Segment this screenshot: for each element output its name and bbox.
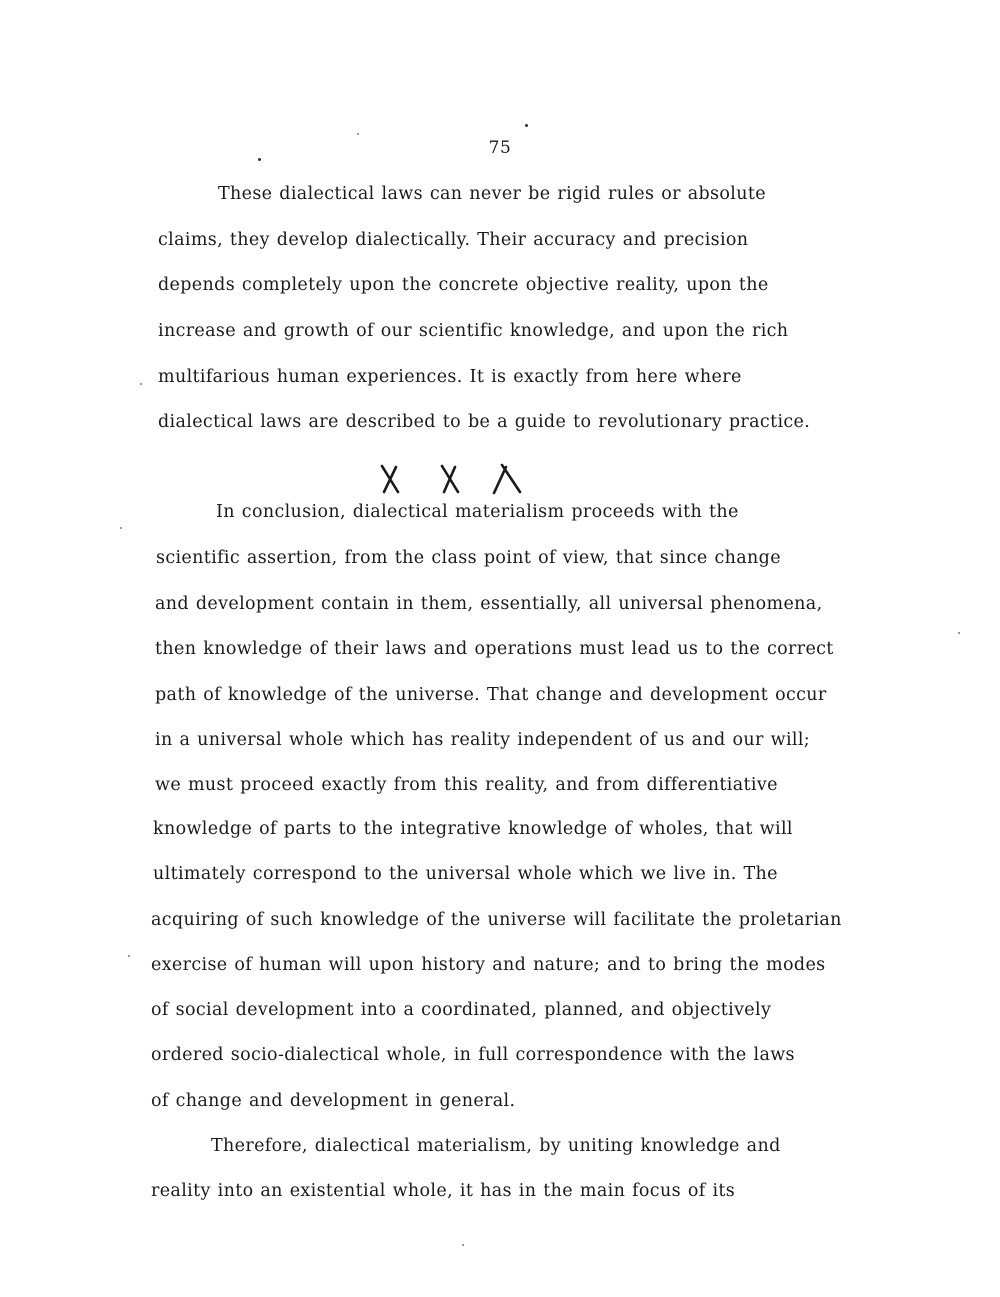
paragraph-2-line: knowledge of parts to the integrative knowledge of wholes, that will: [153, 819, 793, 839]
handwritten-separator: [352, 462, 532, 496]
paragraph-2-line: and development contain in them, essentially, all universal phenomena,: [155, 594, 823, 614]
paragraph-2-line: of social development into a coordinated, planned, and objectively: [151, 1000, 772, 1020]
scan-speck: [357, 133, 359, 135]
scan-speck: [258, 158, 261, 161]
scan-speck: [120, 527, 122, 529]
paragraph-3-line: Therefore, dialectical materialism, by uniting knowledge and: [211, 1136, 781, 1156]
paragraph-1-line: depends completely upon the concrete objective reality, upon the: [158, 275, 769, 295]
paragraph-1-line: claims, they develop dialectically. Their accuracy and precision: [158, 230, 749, 250]
paragraph-2-line: path of knowledge of the universe. That change and development occur: [155, 685, 827, 705]
scan-speck: [140, 383, 142, 385]
paragraph-2-line: acquiring of such knowledge of the universe will facilitate the proletarian: [151, 910, 842, 930]
paragraph-2-line: exercise of human will upon history and nature; and to bring the modes: [151, 955, 826, 975]
paragraph-1-line: These dialectical laws can never be rigid rules or absolute: [218, 184, 766, 204]
paragraph-2-line: of change and development in general.: [151, 1091, 516, 1111]
paragraph-1-line: multifarious human experiences. It is exactly from here where: [158, 367, 742, 387]
scan-speck: [525, 124, 528, 127]
paragraph-1-line: increase and growth of our scientific knowledge, and upon the rich: [158, 321, 789, 341]
paragraph-3-line: reality into an existential whole, it has in the main focus of its: [151, 1181, 736, 1201]
scan-speck: [958, 632, 960, 634]
paragraph-2-line: In conclusion, dialectical materialism proceeds with the: [216, 502, 739, 522]
paragraph-1-line: dialectical laws are described to be a guide to revolutionary practice.: [158, 412, 811, 432]
paragraph-2-line: scientific assertion, from the class point of view, that since change: [156, 548, 781, 568]
scan-speck: [462, 1244, 464, 1246]
page-number: 75: [488, 138, 512, 158]
paragraph-2-line: ultimately correspond to the universal whole which we live in. The: [153, 864, 778, 884]
paragraph-2-line: then knowledge of their laws and operations must lead us to the correct: [155, 639, 834, 659]
paragraph-2-line: we must proceed exactly from this reality, and from differentiative: [155, 775, 778, 795]
scan-speck: [128, 955, 130, 957]
paragraph-2-line: ordered socio-dialectical whole, in full correspondence with the laws: [151, 1045, 795, 1065]
paragraph-2-line: in a universal whole which has reality independent of us and our will;: [155, 730, 811, 750]
